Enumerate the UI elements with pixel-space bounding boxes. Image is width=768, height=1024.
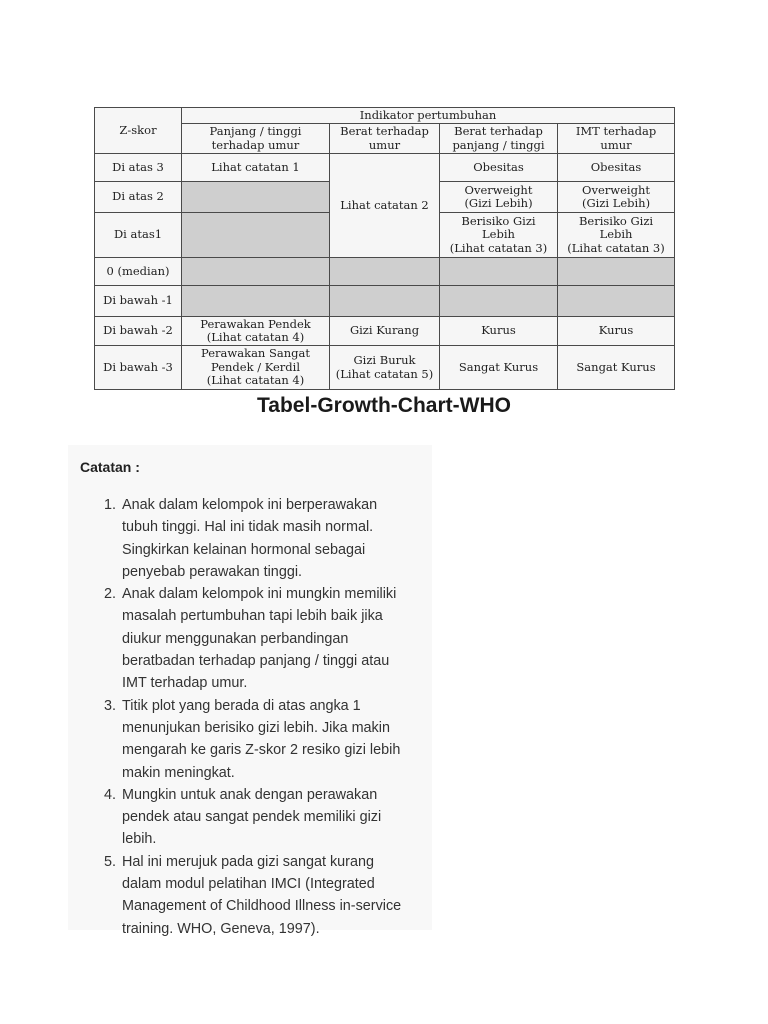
row-label: Di atas1 (95, 213, 182, 258)
cell-shaded (440, 258, 558, 286)
note-line: Anak dalam kelompok ini mungkin memiliki (122, 586, 397, 603)
note-line: tubuh tinggi. Hal ini tidak masih normal. (122, 519, 374, 536)
cell-berat-umur: Gizi Buruk (Lihat catatan 5) (330, 346, 440, 390)
table-row (95, 317, 675, 346)
note-line: training. WHO, Geneva, 1997). (122, 920, 320, 937)
note-item (104, 851, 428, 940)
notes-panel (68, 445, 432, 937)
cell-berat-umur-merged: Lihat catatan 2 (330, 154, 440, 258)
cell-imt: Berisiko Gizi Lebih (Lihat catatan 3) (558, 213, 675, 258)
note-line: beratbadan terhadap panjang / tinggi atau (122, 653, 390, 670)
note-number: 4. (104, 786, 117, 803)
cell-imt: Overweight (Gizi Lebih) (558, 182, 675, 213)
cell-berat-panjang: Kurus (440, 317, 558, 346)
cell-shaded (182, 213, 330, 258)
table-row (95, 154, 675, 182)
cell-imt: Sangat Kurus (558, 346, 675, 390)
note-line: Management of Childhood Illness in-service (122, 898, 402, 915)
cell-shaded (182, 286, 330, 317)
table-row (95, 258, 675, 286)
table-header-row (95, 108, 675, 124)
cell-berat-panjang: Sangat Kurus (440, 346, 558, 390)
note-line: penyebab perawakan tinggi. (122, 563, 303, 580)
cell-panjang: Lihat catatan 1 (182, 154, 330, 182)
table-subheader-row (95, 124, 675, 154)
cell-shaded (182, 258, 330, 286)
note-line: Singkirkan kelainan hormonal sebagai (122, 541, 366, 558)
cell-berat-umur: Gizi Kurang (330, 317, 440, 346)
header-berat-panjang: Berat terhadap panjang / tinggi (440, 124, 558, 154)
table-caption: Tabel-Growth-Chart-WHO (257, 394, 511, 417)
cell-panjang: Perawakan Sangat Pendek / Kerdil (Lihat catatan 4) (182, 346, 330, 390)
note-number: 1. (104, 497, 117, 513)
table-row (95, 286, 675, 317)
note-line: Anak dalam kelompok ini berperawakan (122, 497, 378, 513)
header-berat-umur: Berat terhadap umur (330, 124, 440, 154)
note-item (104, 583, 428, 694)
header-indikator: Indikator pertumbuhan (182, 108, 675, 124)
note-line: menunjukan berisiko gizi lebih. Jika makin (122, 719, 390, 736)
cell-shaded (558, 258, 675, 286)
note-line: masalah pertumbuhan tapi lebih baik jika (122, 608, 383, 625)
row-label: Di bawah -3 (95, 346, 182, 390)
notes-list (104, 494, 428, 940)
note-number: 3. (104, 697, 117, 714)
note-line: lebih. (122, 831, 157, 848)
table-row (95, 346, 675, 390)
cell-panjang: Perawakan Pendek (Lihat catatan 4) (182, 317, 330, 346)
note-line: Hal ini merujuk pada gizi sangat kurang (122, 853, 374, 870)
header-imt-umur: IMT terhadap umur (558, 124, 675, 154)
who-growth-table-image (94, 107, 674, 389)
note-item (104, 494, 428, 583)
growth-indicator-table (94, 107, 675, 390)
cell-berat-panjang: Berisiko Gizi Lebih (Lihat catatan 3) (440, 213, 558, 258)
note-line: makin meningkat. (122, 764, 235, 781)
cell-shaded (330, 286, 440, 317)
note-line: Mungkin untuk anak dengan perawakan (122, 786, 378, 803)
header-zskor: Z-skor (95, 108, 182, 154)
row-label: Di bawah -2 (95, 317, 182, 346)
note-line: dalam modul pelatihan IMCI (Integrated (122, 876, 375, 893)
note-item (104, 784, 428, 851)
cell-shaded (330, 258, 440, 286)
header-panjang-tinggi-umur: Panjang / tinggi terhadap umur (182, 124, 330, 154)
cell-shaded (558, 286, 675, 317)
note-line: IMT terhadap umur. (122, 675, 248, 692)
cell-imt: Kurus (558, 317, 675, 346)
cell-imt: Obesitas (558, 154, 675, 182)
note-item (104, 695, 428, 784)
note-line: mengarah ke garis Z-skor 2 resiko gizi lebih (122, 742, 401, 759)
note-line: Titik plot yang berada di atas angka 1 (122, 697, 361, 714)
note-line: pendek atau sangat pendek memiliki gizi (122, 809, 382, 826)
cell-shaded (440, 286, 558, 317)
notes-title: Catatan : (80, 459, 140, 475)
note-line: diukur menggunakan perbandingan (122, 630, 349, 647)
row-label: Di atas 3 (95, 154, 182, 182)
cell-shaded (182, 182, 330, 213)
cell-berat-panjang: Obesitas (440, 154, 558, 182)
row-label: 0 (median) (95, 258, 182, 286)
row-label: Di bawah -1 (95, 286, 182, 317)
cell-berat-panjang: Overweight (Gizi Lebih) (440, 182, 558, 213)
row-label: Di atas 2 (95, 182, 182, 213)
note-number: 2. (104, 586, 117, 603)
note-number: 5. (104, 853, 117, 870)
